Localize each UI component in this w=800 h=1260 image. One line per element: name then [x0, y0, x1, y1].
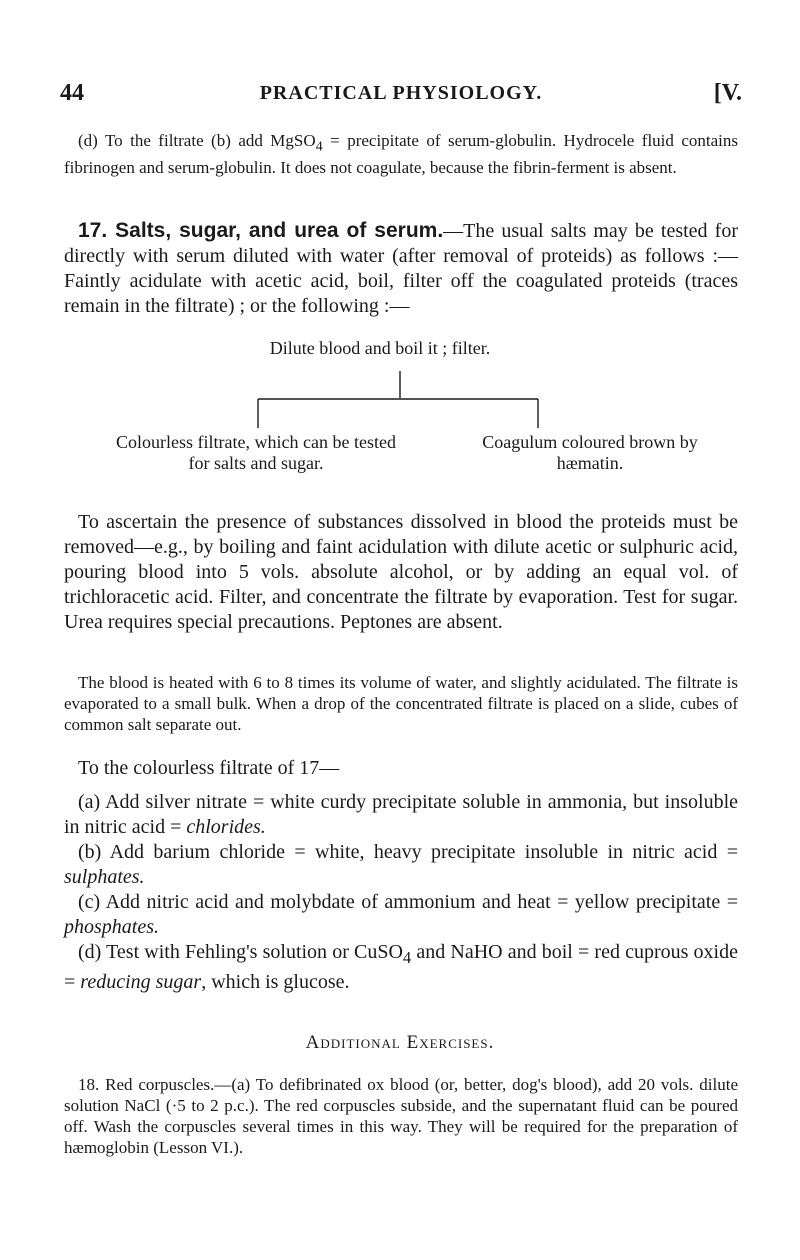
diagram-right-line1: Coagulum coloured brown by — [482, 432, 698, 452]
test-d-mid: and NaHO and boil = red cuprous oxide = — [64, 941, 738, 993]
additional-exercises-heading: Additional Exercises. — [305, 1032, 495, 1053]
test-b — [64, 840, 738, 890]
paragraph-filtrate-d — [64, 130, 738, 178]
chapter-marker: [V. — [713, 80, 742, 106]
test-d-subscript: 4 — [402, 948, 412, 967]
test-a — [64, 790, 738, 840]
test-c — [64, 890, 738, 940]
paragraph-colourless-filtrate: To the colourless filtrate of 17— — [78, 757, 340, 779]
filtrate-d-subscript: 4 — [315, 138, 323, 155]
test-d-result: reducing sugar — [80, 971, 202, 993]
page-number: 44 — [60, 80, 84, 106]
test-b-lead: (b) Add barium chloride = white, heavy precipitate insoluble in nitric acid = — [78, 841, 738, 863]
test-d-tail: , which is glucose. — [201, 971, 350, 993]
diagram-right-label — [440, 432, 740, 474]
diagram-right-line2: hæmatin. — [556, 453, 624, 473]
diagram-left-label — [76, 432, 436, 474]
diagram-top-label: Dilute blood and boil it ; filter. — [269, 338, 491, 358]
test-d-lead: (d) Test with Fehling's solution or CuSO — [78, 941, 403, 963]
filtrate-d-rest: = precipitate of serum-globulin. Hydrocele fluid contains fibrinogen and serum-globulin. It does not coagulate, because the fibrin-ferment is absent. — [64, 131, 738, 178]
filtrate-d-lead: (d) To the filtrate (b) add MgSO — [78, 131, 316, 150]
diagram-left-line2: for salts and sugar. — [188, 453, 324, 473]
section-17-paragraph — [64, 218, 738, 319]
paragraph-heated: The blood is heated with 6 to 8 times its volume of water, and slightly acidulated. The filtrate is evaporated to a small bulk. When a drop of the concentrated filtrate is placed on a slide, cubes of common salt separate out. — [64, 673, 738, 734]
section-17-title: 17. Salts, sugar, and urea of serum. — [78, 219, 444, 242]
test-c-lead: (c) Add nitric acid and molybdate of ammonium and heat = yellow precipitate = — [78, 891, 738, 913]
section-17-body: —The usual salts may be tested for directly with serum diluted with water (after removal of proteids) as follows :—Faintly acidulate with acetic acid, boil, filter off the coagulated proteids (traces remain in the filtrate) ; or the following :— — [64, 220, 738, 317]
test-b-result: sulphates. — [64, 866, 145, 888]
test-a-result: chlorides. — [186, 816, 266, 838]
running-title: PRACTICAL PHYSIOLOGY. — [259, 82, 543, 104]
paragraph-18-red-corpuscles: 18. Red corpuscles.—(a) To defibrinated ox blood (or, better, dog's blood), add 20 vols. dilute solution NaCl (·5 to 2 p.c.). The red corpuscles subside, and the supernatant fluid can be poured off. Wash the corpuscles several times in this way. They will be required for the preparation of hæmoglobin (Lesson VI.). — [64, 1075, 738, 1157]
diagram-left-line1: Colourless filtrate, which can be tested — [116, 432, 396, 452]
running-header — [60, 80, 742, 114]
test-d — [64, 940, 738, 995]
test-c-result: phosphates. — [64, 916, 159, 938]
paragraph-ascertain: To ascertain the presence of substances dissolved in blood the proteids must be removed—e.g., by boiling and faint acidulation with dilute acetic or sulphuric acid, pouring blood into 5 vols. absolute alcohol, or by adding an equal vol. of trichloracetic acid. Filter, and concentrate the filtrate by evaporation. Test for sugar. Urea requires special precautions. Peptones are absent. — [64, 511, 738, 633]
test-a-lead: (a) Add silver nitrate = white curdy precipitate soluble in ammonia, but insoluble in nitric acid = — [64, 791, 738, 838]
